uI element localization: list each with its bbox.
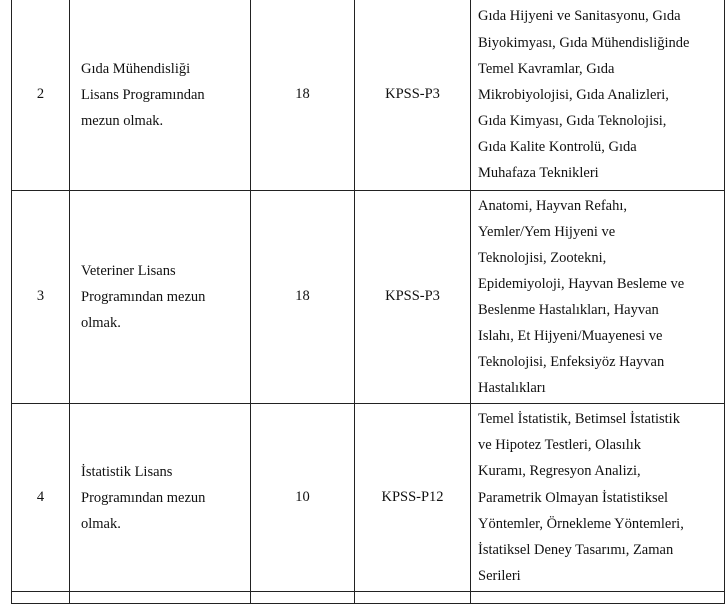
topics-line: Islahı, Et Hijyeni/Muayenesi ve (478, 327, 663, 344)
topics-line: Teknolojisi, Zootekni, (478, 249, 607, 266)
topics-line: Hastalıkları (478, 380, 546, 397)
requirement-line: Lisans Programından (81, 86, 205, 103)
topics-line: Gıda Kalite Kontrolü, Gıda (478, 138, 637, 155)
empty-cell (70, 591, 251, 603)
topics-line: Temel Kavramlar, Gıda (478, 60, 615, 77)
requirement-line: Programından mezun (81, 489, 206, 506)
topics-line: Biyokimyası, Gıda Mühendisliğinde (478, 34, 690, 51)
requirement-line: Gıda Mühendisliği (81, 60, 191, 77)
score-type: KPSS-P3 (385, 86, 440, 103)
topics-line: Muhafaza Teknikleri (478, 164, 599, 181)
requirement-line: olmak. (81, 314, 121, 331)
score-type: KPSS-P3 (385, 288, 440, 305)
exam-topics-cell (471, 404, 725, 592)
position-count: 18 (295, 288, 310, 305)
row-number-cell (12, 0, 70, 190)
topics-line: Epidemiyoloji, Hayvan Besleme ve (478, 275, 685, 292)
topics-line: ve Hipotez Testleri, Olasılık (478, 437, 642, 454)
row-number-cell (12, 190, 70, 404)
topics-line: Temel İstatistik, Betimsel İstatistik (478, 411, 680, 428)
position-count-cell (251, 404, 355, 592)
requirement-line: mezun olmak. (81, 112, 164, 129)
row-number: 3 (36, 288, 45, 305)
requirement-line: olmak. (81, 515, 121, 532)
score-type-cell (355, 190, 471, 404)
empty-cell (12, 591, 70, 603)
score-type-cell (355, 404, 471, 592)
score-type: KPSS-P12 (381, 489, 444, 506)
topics-line: Kuramı, Regresyon Analizi, (478, 463, 641, 480)
row-number: 4 (36, 489, 45, 506)
topics-line: İstatiksel Deney Tasarımı, Zaman (478, 541, 674, 558)
topics-line: Yemler/Yem Hijyeni ve (478, 223, 616, 240)
positions-table (11, 0, 725, 604)
empty-cell (251, 591, 355, 603)
position-count: 10 (295, 489, 310, 506)
exam-topics-cell (471, 190, 725, 404)
topics-line: Gıda Kimyası, Gıda Teknolojisi, (478, 112, 667, 129)
table-row (12, 404, 725, 592)
requirement-cell (70, 190, 251, 404)
exam-topics-cell (471, 0, 725, 190)
topics-line: Serileri (478, 567, 521, 584)
topics-line: Yöntemler, Örnekleme Yöntemleri, (478, 515, 684, 532)
topics-line: Gıda Hijyeni ve Sanitasyonu, Gıda (478, 8, 681, 25)
score-type-cell (355, 0, 471, 190)
empty-cell (471, 591, 725, 603)
requirement-line: İstatistik Lisans (81, 463, 173, 480)
row-number: 2 (36, 86, 45, 103)
requirement-cell (70, 0, 251, 190)
row-number-cell (12, 404, 70, 592)
requirement-line: Veteriner Lisans (81, 262, 176, 279)
table-row (12, 0, 725, 190)
position-count: 18 (295, 86, 310, 103)
position-count-cell (251, 0, 355, 190)
topics-line: Beslenme Hastalıkları, Hayvan (478, 301, 659, 318)
table-row-partial (12, 591, 725, 603)
requirement-cell (70, 404, 251, 592)
topics-line: Anatomi, Hayvan Refahı, (478, 197, 627, 214)
empty-cell (355, 591, 471, 603)
topics-line: Mikrobiyolojisi, Gıda Analizleri, (478, 86, 669, 103)
topics-line: Parametrik Olmayan İstatistiksel (478, 489, 669, 506)
topics-line: Teknolojisi, Enfeksiyöz Hayvan (478, 354, 665, 371)
position-count-cell (251, 190, 355, 404)
requirement-line: Programından mezun (81, 288, 206, 305)
table-row (12, 190, 725, 404)
